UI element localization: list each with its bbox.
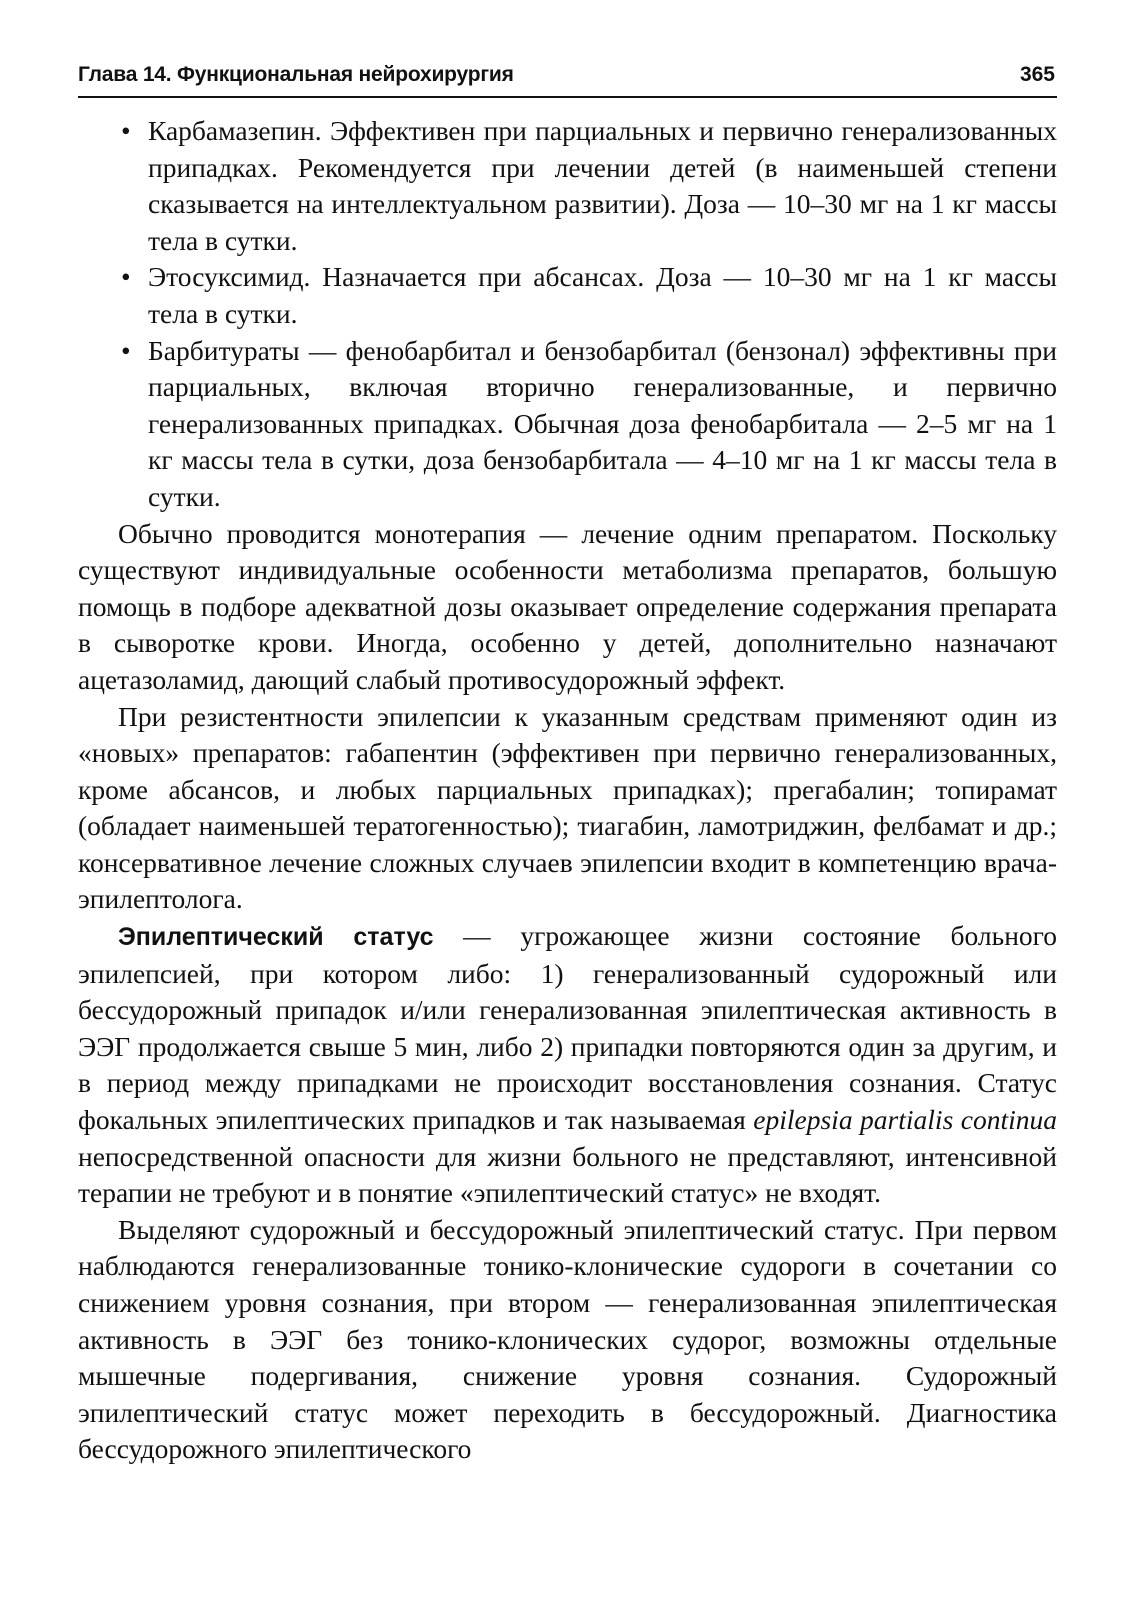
paragraph-status-types: Выделяют судорожный и бессудорожный эпилептический статус. При первом наблюдаются генерализованные тонико-клонические судороги в сочетании со снижением уровня сознания, при втором — генерализованная эпилептическая активность в ЭЭГ без тонико-клонических судорог, возможны отдельные мышечные подергивания, снижение уровня сознания. Судорожный эпилептический статус может переходить в бессудорожный. Диагностика бессудорожного эпилептического [78,1213,1057,1465]
list-item [78,333,1057,516]
drug-list [78,113,1057,516]
paragraph-status-epilepticus [78,918,1057,1212]
page-header [78,58,1057,98]
paragraph-resistance: При резистентности эпилепсии к указанным средствам применяют один из «новых» препаратов: габапентин (эффективен при первично генерализованных, кроме абсансов, и любых парциальных припадках); прегабалин; топирамат (обладает наименьшей тератогенностью); тиагабин, ламотриджин, фелбамат и др.; консервативное лечение сложных случаев эпилепсии входит в компетенцию врача-эпилептолога. [78,700,1057,915]
page-body [78,113,1057,1468]
list-item [78,259,1057,332]
list-item-text: Этосуксимид. Назначается при абсансах. Доза — 10–30 мг на 1 кг массы тела в сутки. [148,261,1057,329]
running-title: Глава 14. Функциональная нейрохирургия [78,63,514,86]
latin-term: epilepsia partialis continua [753,1104,1057,1136]
bullet-icon: • [121,334,131,366]
page-number: 365 [1019,63,1055,86]
list-item [78,113,1057,259]
term-status-epilepticus: Эпилептический статус [118,923,434,952]
list-item-text: Карбамазепин. Эффективен при парциальных и первично генерализованных припадках. Рекомендуется при лечении детей (в наименьшей степени сказывается на интеллектуальном развитии). Доза — 10–30 мг на 1 кг массы тела в сутки. [148,115,1057,256]
paragraph-text: непосредственной опасности для жизни больного не представляют, интенсивной терапии не требуют и в понятие «эпилептический статус» не входят. [78,1140,1057,1209]
bullet-icon: • [121,261,131,293]
list-item-text: Барбитураты — фенобарбитал и бензобарбитал (бензонал) эффективны при парциальных, включая вторично генерализованные, и первично генерализованных припадках. Обычная доза фенобарбитала — 2–5 мг на 1 кг массы тела в сутки, доза бензобарбитала — 4–10 мг на 1 кг массы тела в сутки. [148,334,1057,512]
bullet-icon: • [121,115,131,146]
paragraph-monotherapy: Обычно проводится монотерапия — лечение одним препаратом. Поскольку существуют индивидуальные особенности метаболизма препаратов, большую помощь в подборе адекватной дозы оказывает определение содержания препарата в сыворотке крови. Иногда, особенно у детей, дополнительно назначают ацетазоламид, дающий слабый противосудорожный эффект. [78,517,1057,695]
paragraph-text: — угрожающее жизни состояние больного эпилепсией, при котором либо: 1) генерализованный судорожный или бессудорожный припадок и/или генерализованная эпилептическая активность в ЭЭГ продолжается свыше 5 мин, либо 2) припадки повторяются один за другим, и в период между припадками не происходит восстановления сознания. Статус фокальных эпилептических припадков и так называемая [78,920,1058,1136]
